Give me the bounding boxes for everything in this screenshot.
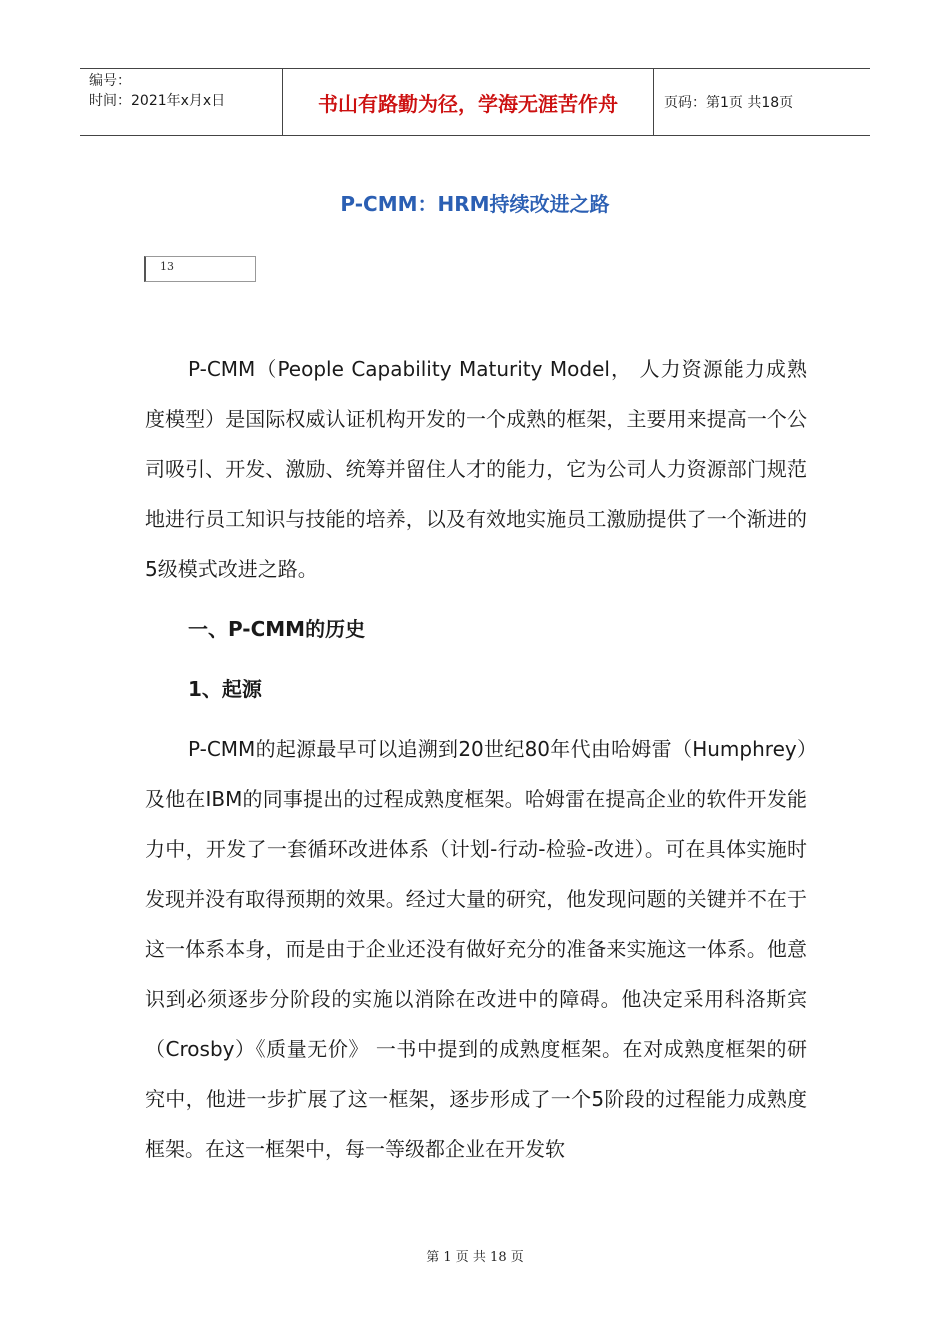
document-header	[80, 68, 870, 136]
section-heading-history: 一、P-CMM的历史	[188, 617, 366, 641]
intro-paragraph: P-CMM（People Capability Maturity Model， 人力资源能力成熟度模型）是国际权威认证机构开发的一个成熟的框架，主要用来提高一个公司吸引、开发、激励、统筹并留住人才的能力，它为公司人力资源部门规范地进行员工知识与技能的培养，以及有效地实施员工激励提供了一个渐进的5级模式改进之路。	[145, 357, 807, 581]
header-meta-cell	[80, 69, 282, 135]
document-date: 时间：2021年x月x日	[89, 93, 226, 109]
page-footer: 第 1 页 共 18 页	[426, 1250, 524, 1265]
document-body	[145, 344, 807, 1174]
header-page-info: 页码：第1页 共18页	[664, 95, 794, 111]
number-box: 13	[144, 256, 256, 282]
document-title: P-CMM：HRM持续改进之路	[340, 192, 610, 216]
subsection-heading-origin: 1、起源	[188, 677, 262, 701]
header-motto: 书山有路勤为径，学海无涯苦作舟	[282, 69, 654, 135]
document-number-label: 编号：	[89, 73, 131, 89]
origin-paragraph: P-CMM的起源最早可以追溯到20世纪80年代由哈姆雷（Humphrey）及他在IBM的同事提出的过程成熟度框架。哈姆雷在提高企业的软件开发能力中，开发了一套循环改进体系（计划-行动-检验-改进）。可在具体实施时发现并没有取得预期的效果。经过大量的研究，他发现问题的关键并不在于这一体系本身，而是由于企业还没有做好充分的准备来实施这一体系。他意识到必须逐步分阶段的实施以消除在改进中的障碍。他决定采用科洛斯宾（Crosby）《质量无价》 一书中提到的成熟度框架。在对成熟度框架的研究中，他进一步扩展了这一框架，逐步形成了一个5阶段的过程能力成熟度框架。在这一框架中，每一等级都企业在开发软	[145, 737, 807, 1161]
